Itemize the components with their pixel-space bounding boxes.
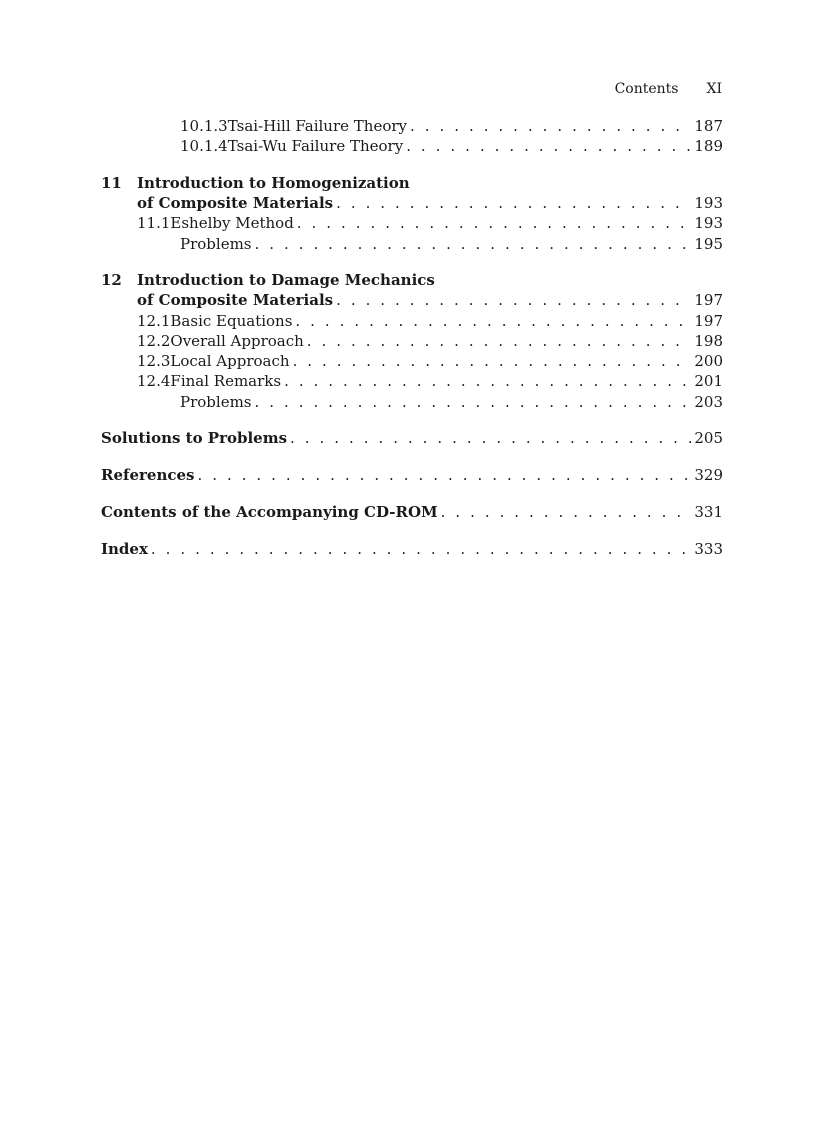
header-section-title: Contents [614,81,679,97]
entry-page: 333 [694,540,723,558]
toc-entry-problems-12[interactable] [101,392,723,412]
entry-title: Overall Approach [170,332,304,350]
entry-page: 205 [694,429,723,447]
toc-entry-index[interactable] [101,539,723,559]
entry-number: 12.4 [137,372,171,390]
toc-entry-cd-rom[interactable] [101,502,723,522]
chapter-number: 11 [101,174,122,192]
entry-title: Problems [180,235,252,253]
dot-leader [410,116,691,136]
entry-page: 195 [694,235,723,253]
toc-entry-10-1-4[interactable] [101,136,723,156]
toc-entry-12-4[interactable] [101,371,723,391]
entry-page: 189 [694,137,723,155]
chapter-title-line1: Introduction to Homogenization [137,174,410,192]
entry-title: Tsai-Wu Failure Theory [227,137,404,155]
dot-leader [284,371,691,391]
dot-leader [295,311,691,331]
entry-title: Index [101,540,148,558]
toc-entry-11-1[interactable] [101,213,723,233]
dot-leader [290,428,691,448]
header-page-number: XI [706,81,722,97]
dot-leader [307,331,692,351]
entry-number: 12.2 [137,332,171,350]
toc-entry-chapter-12[interactable] [101,290,723,310]
toc-entry-solutions[interactable] [101,428,723,448]
entry-title: Basic Equations [170,312,293,330]
entry-page: 187 [694,117,723,135]
entry-title: References [101,466,195,484]
dot-leader [336,193,691,213]
running-header [615,81,722,97]
entry-page: 197 [694,291,723,309]
dot-leader [151,539,691,559]
dot-leader [441,502,692,522]
chapter-11-heading[interactable] [101,173,410,193]
toc-entry-12-1[interactable] [101,311,723,331]
entry-number: 10.1.4 [180,137,228,155]
entry-page: 197 [694,312,723,330]
entry-page: 331 [694,503,723,521]
entry-page: 198 [694,332,723,350]
entry-number: 12.3 [137,352,171,370]
dot-leader [255,234,692,254]
entry-title: Contents of the Accompanying CD-ROM [101,503,438,521]
chapter-title-line2: of Composite Materials [137,194,334,212]
dot-leader [197,465,691,485]
entry-title: Tsai-Hill Failure Theory [227,117,408,135]
entry-title: Final Remarks [170,372,282,390]
toc-entry-12-3[interactable] [101,351,723,371]
chapter-title-line2: of Composite Materials [137,291,334,309]
dot-leader [336,290,691,310]
entry-title: Local Approach [170,352,290,370]
entry-number: 10.1.3 [180,117,228,135]
chapter-number: 12 [101,271,122,289]
entry-page: 193 [694,214,723,232]
dot-leader [297,213,692,233]
entry-title: Solutions to Problems [101,429,288,447]
entry-number: 11.1 [137,214,171,232]
chapter-title-line1: Introduction to Damage Mechanics [137,271,435,289]
entry-title: Eshelby Method [170,214,294,232]
entry-page: 193 [694,194,723,212]
toc-entry-10-1-3[interactable] [101,116,723,136]
toc-entry-references[interactable] [101,465,723,485]
entry-page: 329 [694,466,723,484]
dot-leader [293,351,692,371]
entry-title: Problems [180,393,252,411]
dot-leader [255,392,692,412]
chapter-12-heading[interactable] [101,270,435,290]
toc-entry-chapter-11[interactable] [101,193,723,213]
entry-page: 203 [694,393,723,411]
entry-number: 12.1 [137,312,171,330]
entry-page: 201 [694,372,723,390]
dot-leader [406,136,691,156]
toc-entry-12-2[interactable] [101,331,723,351]
entry-page: 200 [694,352,723,370]
toc-entry-problems-11[interactable] [101,234,723,254]
